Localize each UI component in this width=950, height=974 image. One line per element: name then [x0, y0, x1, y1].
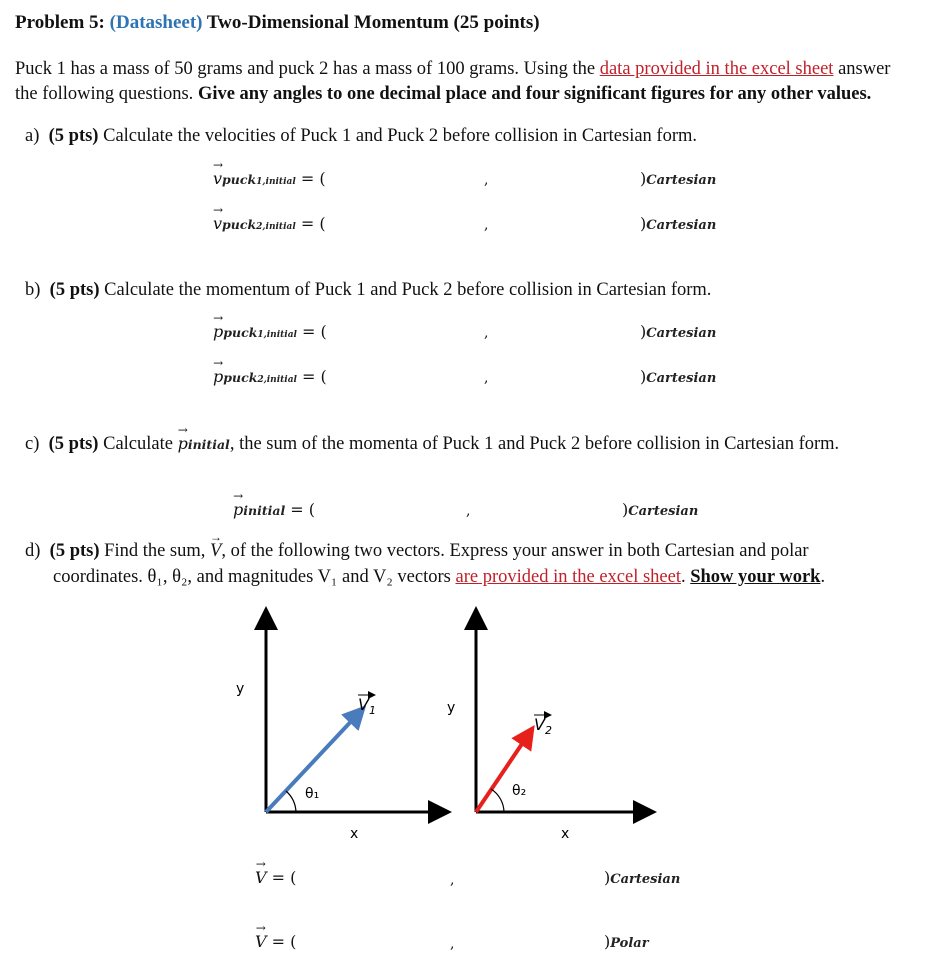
part-a-letter: a)	[25, 126, 40, 146]
equals-paren: = (	[295, 169, 326, 188]
intro-line-2	[15, 82, 871, 106]
p-symbol: → p	[233, 500, 243, 519]
equals-paren: = (	[296, 367, 327, 386]
sub-puck: puck	[223, 370, 258, 385]
part-c-letter: c)	[25, 434, 40, 454]
close-paren: )	[604, 868, 611, 887]
sub-index: 1,initial	[257, 330, 297, 340]
part-c-text-pre: Calculate	[103, 434, 178, 454]
v-symbol: → v	[213, 169, 222, 188]
part-d-text-post: , of the following two vectors. Express your answer in both Cartesian and polar	[221, 541, 809, 561]
v2-label	[534, 715, 552, 737]
close-paren: )	[640, 367, 647, 386]
close-paren: )	[640, 322, 647, 341]
part-a-text: Calculate the velocities of Puck 1 and Puck 2 before collision in Cartesian form.	[103, 126, 698, 146]
problem-title	[15, 12, 540, 34]
intro-text-end: answer	[833, 59, 891, 79]
form-label: Cartesian	[646, 326, 717, 341]
part-a-points: (5 pts)	[48, 126, 99, 146]
sub-index: 1,initial	[256, 177, 296, 187]
close-paren: )	[640, 214, 647, 233]
sub-puck: puck	[222, 217, 257, 232]
show-work-text: Show your work	[690, 567, 821, 587]
v-symbol: → V	[255, 932, 267, 951]
v2-sub: 2	[544, 724, 552, 737]
part-b-points: (5 pts)	[49, 280, 100, 300]
cartesian-close	[640, 214, 716, 233]
part-b-letter: b)	[25, 280, 41, 300]
comma: ,	[484, 217, 489, 233]
comma: ,	[450, 872, 455, 888]
v-puck2-initial-eq	[213, 214, 326, 233]
equals-paren: = (	[285, 500, 316, 519]
cartesian-close	[622, 500, 698, 519]
p-symbol: → p	[213, 367, 223, 386]
cartesian-close	[640, 322, 716, 341]
form-label: Cartesian	[646, 371, 717, 386]
v1-label	[358, 695, 376, 717]
left-y-label: y	[236, 681, 245, 697]
part-d-question	[25, 541, 809, 562]
theta2-arc	[491, 789, 504, 812]
part-a-question	[25, 126, 697, 147]
part-d-letter: d)	[25, 541, 41, 561]
instruction-bold: Give any angles to one decimal place and four significant figures for any other values.	[197, 84, 872, 104]
v1-sub: 1	[368, 704, 376, 717]
right-x-label: x	[561, 826, 570, 842]
p-symbol: → p	[178, 434, 188, 453]
excel-data-link[interactable]: data provided in the excel sheet	[599, 59, 834, 79]
equals-paren: = (	[266, 868, 297, 887]
intro-text-2: the following questions.	[15, 84, 198, 104]
v-puck1-initial-eq	[213, 169, 326, 188]
form-label: Cartesian	[610, 872, 681, 887]
part-d-line-2	[53, 567, 825, 588]
sub-initial: initial	[243, 503, 286, 518]
problem-label: Problem 5:	[15, 12, 105, 33]
part-c-points: (5 pts)	[48, 434, 99, 454]
sub-index: 2,initial	[257, 375, 297, 385]
v-symbol: → v	[213, 214, 222, 233]
v-sum-cartesian-eq	[255, 868, 296, 887]
theta1-label: θ₁	[305, 786, 320, 802]
form-label: Cartesian	[646, 218, 717, 233]
part-d-line2-mid: .	[680, 567, 691, 587]
form-label: Cartesian	[628, 504, 699, 519]
comma: ,	[484, 172, 489, 188]
v-symbol: → V	[255, 868, 267, 887]
equals-paren: = (	[295, 214, 326, 233]
vector-diagrams	[0, 600, 950, 850]
part-d-points: (5 pts)	[49, 541, 100, 561]
p-puck2-initial-eq	[213, 367, 327, 386]
v-sum-polar-eq	[255, 932, 296, 951]
part-b-question	[25, 280, 711, 301]
v1-letter: V	[358, 695, 369, 714]
cartesian-close	[640, 367, 716, 386]
sub-puck: puck	[222, 172, 257, 187]
polar-close	[604, 932, 649, 951]
close-paren: )	[640, 169, 647, 188]
datasheet-tag: (Datasheet)	[109, 12, 203, 33]
part-c-question	[25, 434, 839, 455]
close-paren: )	[604, 932, 611, 951]
equals-paren: = (	[266, 932, 297, 951]
form-label: Polar	[610, 936, 649, 951]
left-x-label: x	[350, 826, 359, 842]
p-puck1-initial-eq	[213, 322, 327, 341]
part-c-text-post: , the sum of the momenta of Puck 1 and Puck 2 before collision in Cartesian form.	[229, 434, 840, 454]
cartesian-close	[604, 868, 680, 887]
p-initial-eq	[233, 500, 315, 519]
sub-puck: puck	[223, 325, 258, 340]
close-paren: )	[622, 500, 629, 519]
form-label: Cartesian	[646, 173, 717, 188]
equals-paren: = (	[296, 322, 327, 341]
problem-heading: Two-Dimensional Momentum (25 points)	[206, 12, 540, 33]
intro-text: Puck 1 has a mass of 50 grams and puck 2 has a mass of 100 grams. Using the	[15, 59, 600, 79]
comma: ,	[484, 370, 489, 386]
excel-sheet-link[interactable]: are provided in the excel sheet	[455, 567, 681, 587]
comma: ,	[484, 325, 489, 341]
theta1-arc	[286, 791, 296, 812]
theta2-label: θ₂	[512, 783, 527, 799]
part-d-line2-end: .	[820, 567, 826, 587]
part-b-text: Calculate the momentum of Puck 1 and Puck 2 before collision in Cartesian form.	[104, 280, 712, 300]
part-d-line2-pre: coordinates. θ₁, θ₂, and magnitudes V₁ and V₂ vectors	[53, 567, 456, 587]
intro-line-1	[15, 57, 890, 81]
sub-index: 2,initial	[256, 222, 296, 232]
comma: ,	[450, 936, 455, 952]
sub-initial: initial	[187, 437, 230, 452]
comma: ,	[466, 503, 471, 519]
v2-letter: V	[534, 715, 545, 734]
cartesian-close	[640, 169, 716, 188]
part-d-text-pre: Find the sum,	[104, 541, 211, 561]
p-symbol: → p	[213, 322, 223, 341]
right-y-label: y	[447, 700, 456, 716]
v-symbol: → V	[210, 541, 221, 562]
